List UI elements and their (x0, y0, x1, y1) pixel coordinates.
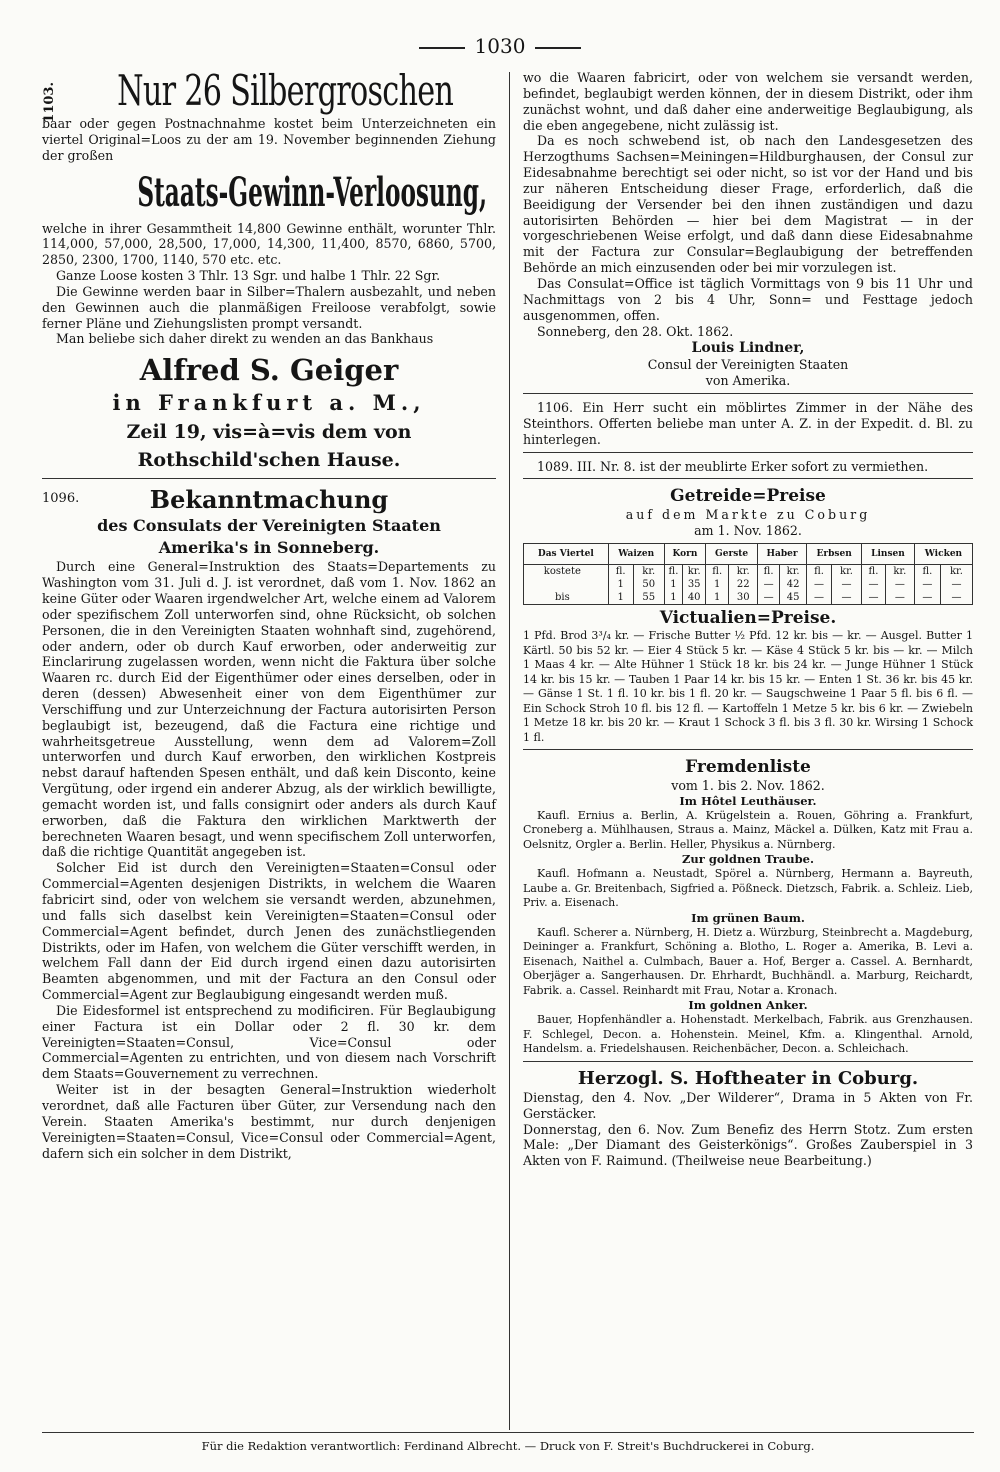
victuals-title: Victualien=Preise. (659, 608, 837, 629)
price-cell: 55 (633, 591, 664, 605)
grain-header-cell: Wicken (914, 544, 972, 565)
grain-header-cell: Waizen (608, 544, 664, 565)
price-cell: 50 (633, 578, 664, 591)
price-cell: 45 (780, 591, 807, 605)
price-cell: — (831, 578, 861, 591)
price-cell: 42 (780, 578, 807, 591)
imprint-footer: Für die Redaktion verantwortlich: Ferdinand Albrecht. — Druck von F. Streit's Buchdruckerei in Coburg. (42, 1432, 974, 1453)
unit-cell: fl. (608, 565, 633, 579)
unit-cell: kr. (831, 565, 861, 579)
unit-cell: kr. (780, 565, 807, 579)
ad-1089: 1089. III. Nr. 8. ist der meublirte Erker sofort zu vermiethen. (537, 458, 929, 474)
theater-program-2: Donnerstag, den 6. Nov. Zum Benefiz des Herrn Stotz. Zum ersten Male: „Der Diamant des Geisterkönigs“. Großes Zauberspiel in 3 Akten von F. Raimund. (Theilweise neue Bearbeitung.) (523, 1121, 973, 1169)
ad-number: 1103. (42, 82, 57, 123)
price-cell: — (914, 578, 940, 591)
notice-continuation-1: wo die Waaren fabricirt, oder von welchem sie versandt werden, befindet, beglaubigt werden können, der in diesem Distrikt, oder ihm zunächst wohnt, und daß daher eine anderweitige Beglaubigung, als die eben angegebene, nicht zulässig ist. (523, 70, 973, 133)
price-cell: — (862, 591, 886, 605)
separator (523, 478, 973, 479)
price-cell: — (862, 578, 886, 591)
grain-row-max (524, 591, 973, 605)
bank-address: Zeil 19, vis=à=vis dem von Rothschild'schen Hause. (126, 421, 412, 472)
right-column (523, 70, 973, 1169)
grain-prices-title: Getreide=Preise (670, 486, 826, 507)
unit-cell: kr. (633, 565, 664, 579)
hotel-heading: Im goldnen Anker. (688, 998, 808, 1013)
hotel-guests: Kaufl. Scherer a. Nürnberg, H. Dietz a. Würzburg, Steinbrecht a. Magdeburg, Deininger a. Frankfurt, Schöning a. Blotho, L. Roger a. Amerika, B. Levi a. Eisenach, Naithel a. Culmbach, Bauer a. Hof, Berger a. Cassel. A. Bernhardt, Oberjäger a. Sangerhausen. Dr. Ehrhardt, Buchhändl. a. Marburg, Reichardt, Fabrik. a. Cassel. Reinhardt mit Frau, Notar a. Kronach. (523, 925, 973, 997)
price-cell: 1 (706, 591, 729, 605)
victuals-text: 1 Pfd. Brod 3³/₄ kr. — Frische Butter ½ Pfd. 12 kr. bis — kr. — Ausgel. Butter 1 Kärtl. 50 bis 52 kr. — Eier 4 Stück 5 kr. — Käse 4 Stück 5 kr. bis — kr. — Milch 1 Maas 4 kr. — Alte Hühner 1 Stück 18 kr. bis 24 kr. — Junge Hühner 1 Stück 14 kr. bis 15 kr. — Tauben 1 Paar 14 kr. bis 15 kr. — Enten 1 St. 36 kr. bis 45 kr. — Gänse 1 St. 1 fl. 10 kr. bis 1 fl. 20 kr. — Saugschweine 1 Paar 5 fl. bis 6 fl. — Ein Schock Stroh 10 fl. bis 12 fl. — Kartoffeln 1 Metze 5 kr. bis 6 kr. — Zwiebeln 1 Metze 18 kr. bis 20 kr. — Kraut 1 Schock 3 fl. bis 3 fl. 30 kr. Wirsing 1 Schock 1 fl. (523, 629, 973, 744)
consulate-notice (42, 485, 496, 1161)
price-cell: 1 (664, 578, 683, 591)
unit-cell: kr. (940, 565, 972, 579)
grain-header-row (524, 544, 973, 565)
price-cell: 35 (683, 578, 706, 591)
grain-row-min (524, 578, 973, 591)
bank-city: in Frankfurt a. M., (112, 390, 426, 416)
price-cell: 40 (683, 591, 706, 605)
unit-cell: fl. (914, 565, 940, 579)
price-cell: — (807, 578, 832, 591)
unit-cell: fl. (807, 565, 832, 579)
notice-subtitle-2: Amerika's in Sonneberg. (158, 538, 380, 558)
price-cell: — (758, 591, 780, 605)
left-column (42, 66, 496, 1161)
separator (523, 393, 973, 394)
separator (42, 478, 496, 479)
grain-prices-date: am 1. Nov. 1862. (694, 523, 802, 539)
separator (523, 452, 973, 453)
grain-units-row (524, 565, 973, 579)
theater-program-1: Dienstag, den 4. Nov. „Der Wilderer“, Drama in 5 Akten von Fr. Gerstäcker. (523, 1089, 973, 1121)
notice-paragraph-1: Durch eine General=Instruktion des Staats=Departements zu Washington vom 31. Juli d. J. ist verordnet, daß vom 1. Nov. 1862 an keine Güter oder Waaren irgendwelcher Art, welche einem ad Valorem oder spezifischem Zoll unterworfen sind, ohne Rücksicht, ob solchen Personen, die in den Vereinigten Staaten wohnhaft sind, zugehörend, oder andern, oder ob durch Kauf erworben, oder anderweitig zur Einclarirung zugelassen worden, wenn nicht die Faktura über solche Waaren rc. durch Eid der Eigenthümer oder eines derselben, oder in deren (dessen) Abwesenheit einer von dem Eigenthümer zur Verschiffung und zur Unterzeichnung der Factura autorisirten Person beglaubigt ist, bezeugend, daß die Factura eine richtige und wahrheitsgetreue Ausstellung, wenn dem ad Valorem=Zoll unterworfen und durch Kauf erworben, den wirklichen Kostpreis nebst darauf haftenden Spesen enthält, und daß kein Disconto, keine Vergütung, oder irgend ein anderer Abzug, als der wirklich bewilligte, gemacht worden ist, und falls consignirt oder anders als durch Kauf erworben, daß die Faktura den wirklichen Marktwerth der berechneten Waaren besagt, und wenn specifischem Zoll unterworfen, daß die richtige Quantität angegeben ist. (42, 559, 496, 860)
price-cell: 1 (608, 591, 633, 605)
hotel-heading: Im Hôtel Leuthäuser. (679, 793, 817, 808)
price-cell: 1 (664, 591, 683, 605)
ad-body-2: Ganze Loose kosten 3 Thlr. 13 Sgr. und halbe 1 Thlr. 22 Sgr. (56, 268, 441, 284)
grain-header-cell: Haber (758, 544, 807, 565)
unit-cell: fl. (706, 565, 729, 579)
price-cell: — (758, 578, 780, 591)
lottery-title: Staats-Gewinn-Verloosung, (137, 168, 488, 216)
ad-headline: Nur 26 Silbergroschen (117, 66, 454, 115)
guest-list (523, 794, 973, 1057)
ad-body-3: Die Gewinne werden baar in Silber=Thalern ausbezahlt, und neben den Gewinnen auch die planmäßigen Freiloose verabfolgt, sowie ferner Pläne und Ziehungslisten prompt versandt. (42, 283, 496, 331)
hotel-guests: Bauer, Hopfenhändler a. Hohenstadt. Merkelbach, Fabrik. aus Grenzhausen. F. Schlegel, Decon. a. Hohenstein. Meinel, Kfm. a. Klingenthal. Arnold, Handelsm. a. Friedelshausen. Reichenbächer, Decon. a. Schleichach. (523, 1013, 973, 1056)
notice-date: Sonneberg, den 28. Okt. 1862. (537, 323, 734, 339)
ad-body-1: welche in ihrer Gesammtheit 14,800 Gewinne enthält, worunter Thlr. 114,000, 57,000, 28,500, 17,000, 14,300, 11,400, 8570, 6860, 5700, 2850, 2300, 1700, 1140, 570 etc. etc. (42, 220, 496, 268)
unit-cell: fl. (862, 565, 886, 579)
price-cell: — (885, 591, 914, 605)
price-cell: 30 (729, 591, 758, 605)
guest-list-title: Fremdenliste (685, 757, 811, 778)
grain-header-cell: Das Viertel (524, 544, 609, 565)
theater-title: Herzogl. S. Hoftheater in Coburg. (577, 1067, 919, 1089)
notice-paragraph-2: Solcher Eid ist durch den Vereinigten=Staaten=Consul oder Commercial=Agenten desjenigen Distrikts, in welchem die Waaren fabricirt sind, oder von welchem sie versandt werden, abzunehmen, und falls sich daselbst kein Vereinigten=Staaten=Consul oder Commercial=Agent befindet, durch Jenen des zunächstliegenden Distrikts, oder im Hafen, von welchem die Güter verschifft werden, in welchem Fall dann der Eid durch irgend einen dazu autorisirten Beamten abgenommen, und mit der Factura an den Consul oder Commercial=Agent zur Beglaubigung eingesandt werden muß. (42, 860, 496, 1003)
hotel-heading: Zur goldnen Traube. (682, 852, 814, 867)
grain-header-cell: Erbsen (807, 544, 862, 565)
notice-continuation-2: Da es noch schwebend ist, ob nach den Landesgesetzen des Herzogthums Sachsen=Meiningen=Hildburghausen, der Consul zur Eidesabnahme berechtigt sei oder nicht, so ist vor der Hand und bis zur näheren Entscheidung dieser Frage, erforderlich, daß die Beeidigung der Versender bei den ihnen zuständigen und dazu autorisirten Behörden — hier bei dem Magistrat — in der vorgeschriebenen Weise erfolgt, und daß dann diese Eidesabnahme mit der Factura zur Consular=Beglaubigung der betreffenden Behörde an mich einzusenden oder bei mir vorzulegen ist. (523, 133, 973, 276)
notice-paragraph-3: Die Eidesformel ist entsprechend zu modificiren. Für Beglaubigung einer Factura ist ein Dollar oder 2 fl. 30 kr. dem Vereinigten=Staaten=Consul, Vice=Consul oder Commercial=Agenten zu entrichten, und von diesem nach Vorschrift dem Staats=Gouvernement zu verrechnen. (42, 1002, 496, 1082)
grain-header-cell: Linsen (862, 544, 915, 565)
signature-name: Louis Lindner, (691, 340, 805, 357)
ad-intro: baar oder gegen Postnachnahme kostet beim Unterzeichneten ein viertel Original=Loos zu der am 19. November beginnenden Ziehung der großen (42, 116, 496, 163)
notice-number: 1096. (42, 491, 80, 507)
price-cell: — (914, 591, 940, 605)
notice-title: Bekanntmachung (149, 485, 389, 515)
unit-cell: kr. (729, 565, 758, 579)
separator (523, 1061, 973, 1062)
grain-label: kostete (524, 565, 609, 579)
page-number: 1030 (0, 34, 1000, 58)
price-cell: 22 (729, 578, 758, 591)
hotel-heading: Im grünen Baum. (691, 910, 805, 925)
ad-body-4: Man beliebe sich daher direkt zu wenden an das Bankhaus (56, 331, 434, 347)
price-cell: — (885, 578, 914, 591)
bank-name: Alfred S. Geiger (139, 353, 399, 388)
price-cell: — (831, 591, 861, 605)
separator (523, 749, 973, 750)
notice-continuation-3: Das Consulat=Office ist täglich Vormittags von 9 bis 11 Uhr und Nachmittags von 2 bis 4 Uhr, Sonn= und Festtage jedoch ausgenommen, offen. (523, 275, 973, 323)
unit-cell: fl. (664, 565, 683, 579)
grain-header-cell: Korn (664, 544, 705, 565)
guest-list-date: vom 1. bis 2. Nov. 1862. (671, 778, 825, 794)
grain-price-table (523, 543, 973, 605)
signature-title-2: von Amerika. (705, 373, 791, 389)
unit-cell: kr. (885, 565, 914, 579)
ad-1106: 1106. Ein Herr sucht ein möblirtes Zimmer in der Nähe des Steinthors. Offerten beliebe man unter A. Z. in der Expedit. d. Bl. zu hinterlegen. (523, 400, 973, 447)
hotel-guests: Kaufl. Hofmann a. Neustadt, Spörel a. Nürnberg, Hermann a. Bayreuth, Laube a. Gr. Breitenbach, Sigfried a. Pößneck. Dietzsch, Fabrik. a. Schleiz. Lieb, Priv. a. Eisenach. (523, 867, 973, 910)
hotel-guests: Kaufl. Ernius a. Berlin, A. Krügelstein a. Rouen, Göhring a. Frankfurt, Croneberg a. Mühlhausen, Straus a. Mainz, Mäckel a. Dülken, Katz mit Frau a. Oelsnitz, Orgler a. Berlin. Heller, Physikus a. Nürnberg. (523, 808, 973, 851)
price-cell: — (940, 578, 972, 591)
price-cell: 1 (608, 578, 633, 591)
price-cell: — (940, 591, 972, 605)
grain-prices-subtitle: auf dem Markte zu Coburg (625, 507, 871, 523)
grain-header-cell: Gerste (706, 544, 758, 565)
unit-cell: fl. (758, 565, 780, 579)
column-divider (509, 72, 510, 1430)
grain-label: bis (524, 591, 609, 605)
victuals-block (523, 629, 973, 745)
price-cell: — (807, 591, 832, 605)
signature-title-1: Consul der Vereinigten Staaten (647, 357, 849, 373)
notice-subtitle-1: des Consulats der Vereinigten Staaten (97, 516, 441, 536)
notice-paragraph-4: Weiter ist in der besagten General=Instruktion wiederholt verordnet, daß alle Facturen über Güter, zur Versendung nach den Verein. Staaten Amerika's bestimmt, nur durch denjenigen Vereinigten=Staaten=Consul, Vice=Consul oder Commercial=Agent, dafern sich ein solcher in dem Distrikt, (42, 1082, 496, 1161)
unit-cell: kr. (683, 565, 706, 579)
lottery-ad (42, 66, 496, 123)
price-cell: 1 (706, 578, 729, 591)
